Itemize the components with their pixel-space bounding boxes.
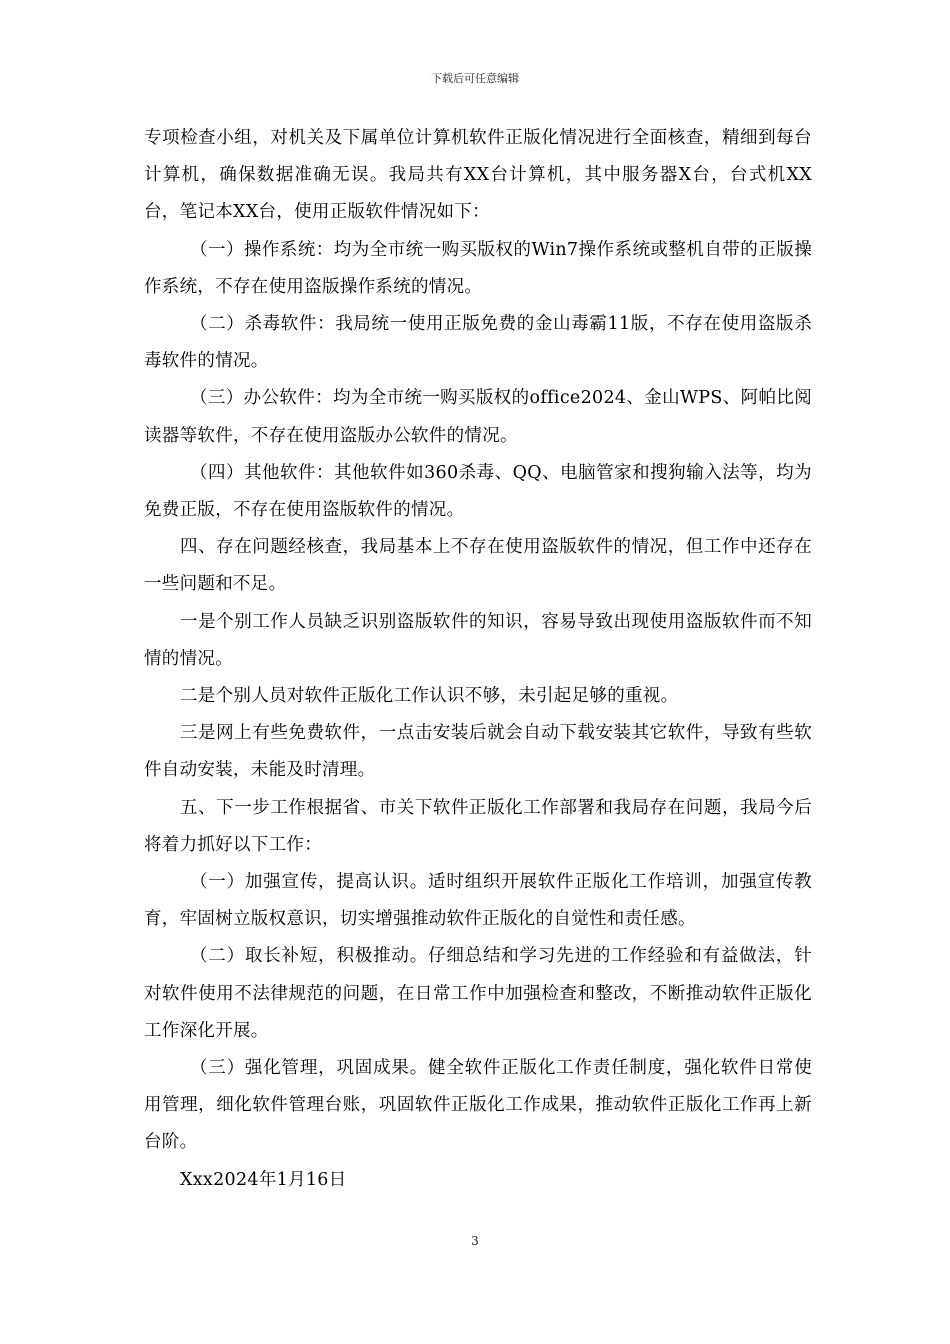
- page-number: 3: [471, 1234, 479, 1248]
- paragraph-operating-system: （一）操作系统：均为全市统一购买版权的Win7操作系统或整机自带的正版操作系统，不存在使用盗版操作系统的情况。: [144, 239, 812, 297]
- paragraph-next-steps-heading: 五、下一步工作根据省、市关下软件正版化工作部署和我局存在问题，我局今后将着力抓好以下工作：: [144, 797, 812, 855]
- paragraph-next-step-1: （一）加强宣传，提高认识。适时组织开展软件正版化工作培训，加强宣传教育，牢固树立版权意识，切实增强推动软件正版化的自觉性和责任感。: [144, 872, 812, 930]
- paragraph-other-software: （四）其他软件：其他软件如360杀毒、QQ、电脑管家和搜狗输入法等，均为免费正版，不存在使用盗版软件的情况。: [144, 462, 812, 521]
- paragraph-next-step-2: （二）取长补短，积极推动。仔细总结和学习先进的工作经验和有益做法，针对软件使用不法律规范的问题，在日常工作中加强检查和整改，不断推动软件正版化工作深化开展。: [144, 946, 812, 1041]
- document-body: [144, 120, 812, 1199]
- page-header-note: 下载后可任意编辑: [431, 72, 519, 85]
- paragraph-next-step-3: （三）强化管理，巩固成果。健全软件正版化工作责任制度，强化软件日常使用管理，细化软件管理台账，巩固软件正版化工作成果，推动软件正版化工作再上新台阶。: [144, 1058, 812, 1153]
- paragraph-problems-heading: 四、存在问题经核查，我局基本上不存在使用盗版软件的情况，但工作中还存在一些问题和不足。: [144, 537, 812, 595]
- signoff-date: Xxx2024年1月16日: [180, 1169, 347, 1190]
- paragraph-intro: 专项检查小组，对机关及下属单位计算机软件正版化情况进行全面核查，精细到每台计算机，确保数据准确无误。我局共有XX台计算机，其中服务器X台，台式机XX台，笔记本XX台，使用正版软件情况如下：: [144, 128, 812, 223]
- paragraph-problem-1: 一是个别工作人员缺乏识别盗版软件的知识，容易导致出现使用盗版软件而不知情的情况。: [144, 611, 812, 669]
- paragraph-problem-2: 二是个别人员对软件正版化工作认识不够，未引起足够的重视。: [180, 686, 679, 707]
- paragraph-office-software: （三）办公软件：均为全市统一购买版权的office2024、金山WPS、阿帕比阅读器等软件，不存在使用盗版办公软件的情况。: [144, 388, 812, 446]
- paragraph-problem-3: 三是网上有些免费软件，一点击安装后就会自动下载安装其它软件，导致有些软件自动安装，未能及时清理。: [144, 723, 812, 781]
- paragraph-antivirus: （二）杀毒软件：我局统一使用正版免费的金山毒霸11版，不存在使用盗版杀毒软件的情况。: [144, 314, 812, 372]
